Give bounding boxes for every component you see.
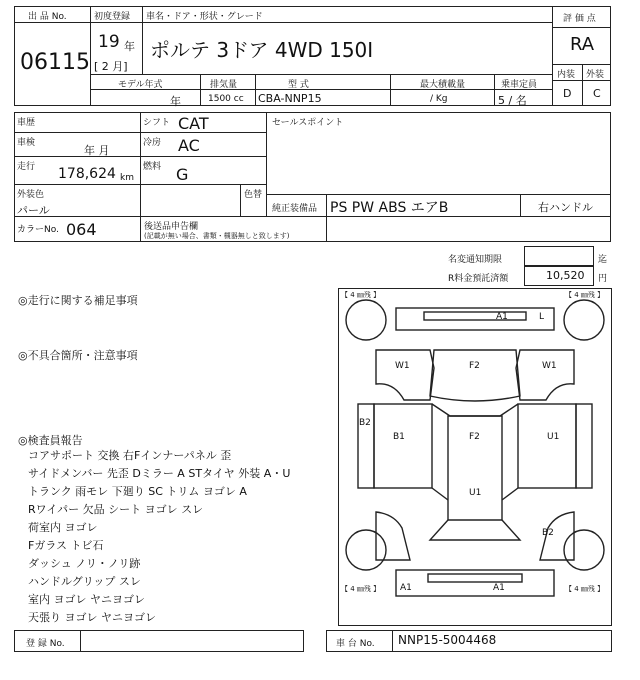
model-year-unit: 年 (170, 95, 181, 108)
inspector-line: Fガラス トビ石 (28, 539, 104, 552)
documents-label: 後送品申告欄 (144, 222, 199, 232)
year-unit: 年 (124, 40, 135, 53)
front-left-wheel (346, 300, 386, 340)
sales-point-label: セールスポイント (272, 118, 344, 128)
inspector-line: 天張り ヨゴレ ヤニヨゴレ (28, 611, 156, 624)
right-side-panel (576, 404, 592, 488)
mark-rear-bumper: A1 (493, 583, 505, 593)
overall-grade: RA (570, 34, 595, 55)
inspector-line: ダッシュ ノリ・ノリ跡 (28, 557, 141, 570)
max-load-label: 最大積載量 (420, 80, 466, 90)
registration-month: [ 2 月] (94, 60, 128, 73)
steering-side: 右ハンドル (538, 201, 593, 214)
mark-right-door: U1 (547, 432, 560, 442)
registration-year: 19 (98, 32, 120, 52)
name-change-field (524, 246, 594, 266)
shift-label: シフト (143, 118, 171, 128)
color-change-label: 色替 (244, 190, 263, 200)
tire-rear-left: 【 4 ㎜残 】 (341, 585, 381, 593)
rear-right-wheel (564, 530, 604, 570)
exterior-color-label: 外装色 (17, 190, 45, 200)
recycle-fee-value: 10,520 (546, 269, 585, 282)
grade-label: 評 価 点 (563, 14, 596, 24)
exterior-color: パール (17, 204, 50, 217)
rear-window (430, 520, 520, 540)
driving-notes-label: ◎走行に関する補足事項 (18, 294, 138, 307)
mileage-label: 走行 (17, 162, 36, 172)
front-bumper (396, 308, 554, 330)
shift-value: CAT (178, 114, 209, 133)
left-side-panel (358, 404, 374, 488)
ac-label: 冷房 (143, 138, 162, 148)
mark-front-bumper-left: L (539, 312, 545, 322)
right-door (518, 404, 576, 488)
rear-plate (428, 574, 522, 582)
equipment-label: 純正装備品 (272, 204, 318, 214)
mark-left-side: B2 (359, 418, 371, 428)
hood (430, 350, 520, 401)
type-label: 型 式 (288, 80, 309, 90)
displacement-value: 1500 cc (208, 94, 244, 104)
right-front-fender (516, 350, 574, 400)
inspector-line: サイドメンバー 先歪 Dミラー A STタイヤ 外装 A・U (28, 467, 291, 480)
rear-left-wheel (346, 530, 386, 570)
front-right-wheel (564, 300, 604, 340)
left-front-fender (376, 350, 434, 400)
model-year-label: モデル年式 (118, 80, 163, 90)
fuel-value: G (176, 165, 189, 184)
max-load-value: / Kg (430, 94, 448, 104)
mark-rear-bumper-left: A1 (400, 583, 412, 593)
interior-grade: D (563, 87, 572, 100)
windshield (432, 404, 518, 416)
recycle-fee-unit: 円 (598, 274, 608, 284)
equipment-value: PS PW ABS エアB (330, 200, 449, 216)
tire-front-right: 【 4 ㎜残 】 (565, 291, 605, 299)
car-diagram (338, 288, 612, 626)
inspection-value: 年 月 (84, 144, 110, 157)
inspector-line: 荷室内 ヨゴレ (28, 521, 98, 534)
mileage-value: 178,624 (58, 166, 116, 182)
tire-front-left: 【 4 ㎜残 】 (341, 291, 381, 299)
mileage-unit: km (120, 173, 134, 183)
car-name-label: 車名・ドア・形状・グレード (146, 12, 263, 22)
registration-number-label: 登 録 No. (26, 639, 65, 649)
mark-right-rear: B2 (542, 528, 554, 538)
exterior-grade-label: 外装 (586, 70, 605, 80)
lot-number: 06115 (20, 50, 90, 75)
ac-value: AC (178, 136, 200, 155)
tire-rear-right: 【 4 ㎜残 】 (565, 585, 605, 593)
mark-front-bumper: A1 (496, 312, 508, 322)
capacity-label: 乗車定員 (501, 80, 538, 90)
interior-grade-label: 内装 (557, 70, 576, 80)
inspector-line: ハンドルグリップ スレ (28, 575, 141, 588)
car-name: ポルテ 3ドア 4WD 150I (150, 38, 374, 62)
defects-label: ◎不具合箇所・注意事項 (18, 349, 138, 362)
chassis-number-label: 車 台 No. (336, 639, 375, 649)
inspector-line: 室内 ヨゴレ ヤニヨゴレ (28, 593, 145, 606)
mark-hood: F2 (469, 361, 480, 371)
name-change-deadline-label: 名変通知期限 (448, 255, 503, 265)
first-registration-label: 初度登録 (94, 12, 131, 22)
type-value: CBA-NNP15 (258, 92, 322, 105)
name-change-unit: 迄 (598, 255, 608, 265)
fuel-label: 燃料 (143, 162, 162, 172)
documents-note: (記載が無い場合、書類・槻器無しと致します) (144, 232, 290, 240)
chassis-number: NNP15-5004468 (398, 633, 497, 647)
inspector-line: Rワイパー 欠品 シート ヨゴレ スレ (28, 503, 204, 516)
inspector-line: コアサポート 交換 右Fインナーパネル 歪 (28, 449, 232, 462)
inspector-line: トランク 雨モレ 下廻り SC トリム ヨゴレ A (28, 485, 247, 498)
mark-left-door: B1 (393, 432, 405, 442)
color-number: 064 (66, 220, 97, 239)
displacement-label: 排気量 (210, 80, 238, 90)
mark-left-fender: W1 (395, 361, 410, 371)
mark-rear: U1 (469, 488, 482, 498)
recycle-fee-label: R料金預託済額 (448, 274, 509, 284)
lot-label: 出 品 No. (28, 12, 67, 22)
capacity-value: 5 / 名 (498, 94, 527, 107)
history-label: 車歴 (17, 118, 36, 128)
mark-roof: F2 (469, 432, 480, 442)
left-door (374, 404, 432, 488)
color-number-label: カラーNo. (17, 225, 59, 235)
inspector-report-label: ◎検査員報告 (18, 434, 83, 447)
mark-right-fender: W1 (542, 361, 557, 371)
front-grille (424, 312, 526, 320)
inspection-label: 車検 (17, 138, 36, 148)
exterior-grade: C (593, 87, 601, 100)
